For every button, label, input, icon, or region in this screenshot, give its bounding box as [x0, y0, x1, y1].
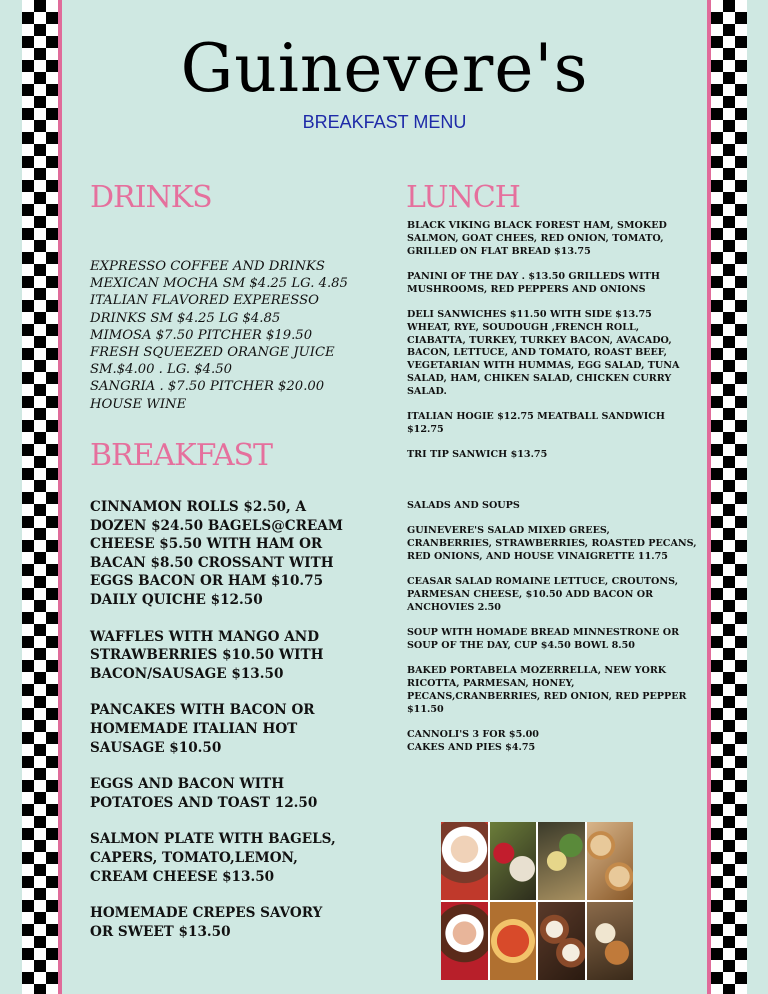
lunch-item: TRI TIP SANWICH $13.75: [407, 449, 548, 461]
drinks-line: DRINKS SM $4.25 LG $4.85: [90, 310, 281, 326]
checkered-border-left: [22, 0, 58, 994]
breakfast-item: WAFFLES WITH MANGO AND STRAWBERRIES $10.50 WITH BACON/SAUSAGE $13.50: [90, 628, 324, 682]
lunch-item: SOUP WITH HOMADE BREAD MINNESTRONE OR SOUP OF THE DAY, CUP $4.50 BOWL 8.50: [407, 627, 680, 651]
drinks-line: ITALIAN FLAVORED EXPERESSO: [90, 293, 319, 309]
breakfast-item: EGGS AND BACON WITH POTATOES AND TOAST 12.50: [90, 776, 318, 811]
salad-photo: [538, 822, 585, 900]
breakfast-item: SALMON PLATE WITH BAGELS, CAPERS, TOMATO,LEMON, CREAM CHEESE $13.50: [90, 831, 336, 885]
drinks-line: SM.$4.00 . LG. $4.50: [90, 362, 233, 378]
pink-border-line-left: [58, 0, 62, 994]
chef-photo: [441, 822, 488, 900]
lunch-item: PANINI OF THE DAY . $13.50 GRILLEDS WITH MUSHROOMS, RED PEPPERS AND ONIONS: [407, 270, 660, 295]
lunch-item: BAKED PORTABELA MOZERRELLA, NEW YORK RICOTTA, PARMESAN, HONEY, PECANS,CRANBERRIES, RED ONION, RED PEPPER $11.50: [407, 665, 687, 715]
drinks-line: SANGRIA . $7.50 PITCHER $20.00: [90, 379, 325, 395]
lunch-subheading: SALADS AND SOUPS: [407, 499, 520, 511]
lunch-list: [407, 220, 697, 767]
lunch-item: BLACK VIKING BLACK FOREST HAM, SMOKED SALMON, GOAT CHEES, RED ONION, TOMATO, GRILLED ON FLAT BREAD $13.75: [407, 220, 667, 257]
menu-subtitle: BREAKFAST MENU: [302, 112, 467, 132]
drinks-list: [90, 258, 370, 413]
lunch-item: DELI SANWICHES $11.50 WITH SIDE $13.75 WHEAT, RYE, SOUDOUGH ,FRENCH ROLL, CIABATTA, TURKEY, TURKEY BACON, AVACADO, BACON, LETTUCE, AND TOMATO, ROAST BEEF, VEGETARIAN WITH HUMMAS, EGG SALAD, TUNA SALAD, HAM, CHIKEN SALAD, CHICKEN CURRY SALAD.: [407, 308, 680, 397]
breakfast-heading: BREAKFAST: [90, 438, 273, 473]
pinwheel-rolls-photo: [587, 822, 634, 900]
breakfast-item: CINNAMON ROLLS $2.50, A DOZEN $24.50 BAGELS@CREAM CHEESE $5.50 WITH HAM OR BACAN $8.50 CROSSANT WITH EGGS BACON OR HAM $10.75 DAILY QUICHE $12.50: [90, 499, 343, 608]
cookies-photo: [587, 902, 634, 980]
lunch-item: CAKES AND PIES $4.75: [407, 741, 536, 753]
checkered-border-right: [711, 0, 747, 994]
drinks-line: MEXICAN MOCHA SM $4.25 LG. 4.85: [90, 276, 348, 292]
breakfast-item: PANCAKES WITH BACON OR HOMEMADE ITALIAN HOT SAUSAGE $10.50: [90, 702, 315, 756]
lunch-heading: LUNCH: [406, 180, 520, 215]
cinnamon-rolls-photo: [538, 902, 585, 980]
lunch-item: CANNOLI'S 3 FOR $5.00: [407, 728, 539, 740]
breakfast-item: HOMEMADE CREPES SAVORY OR SWEET $13.50: [90, 905, 323, 940]
lunch-item: GUINEVERE'S SALAD MIXED GREES, CRANBERRIES, STRAWBERRIES, ROASTED PECANS, RED ONIONS, AND HOUSE VINAIGRETTE 11.75: [407, 525, 697, 562]
restaurant-title: Guinevere's: [180, 30, 589, 107]
drinks-line: HOUSE WINE: [90, 396, 187, 412]
breakfast-list: [90, 498, 350, 959]
drinks-heading: DRINKS: [90, 180, 212, 215]
food-photo-collage: [441, 822, 633, 980]
drinks-line: MIMOSA $7.50 PITCHER $19.50: [90, 327, 313, 343]
lunch-item: CEASAR SALAD ROMAINE LETTUCE, CROUTONS, PARMESAN CHEESE, $10.50 ADD BACON OR ANCHOVIES 2.50: [407, 576, 679, 613]
drinks-line: FRESH SQUEEZED ORANGE JUICE: [90, 345, 335, 361]
lunch-item: ITALIAN HOGIE $12.75 MEATBALL SANDWICH $12.75: [407, 411, 665, 435]
drinks-line: EXPRESSO COFFEE AND DRINKS: [90, 259, 325, 274]
pizza-photo: [490, 902, 537, 980]
chef-photo: [441, 902, 488, 980]
berries-photo: [490, 822, 537, 900]
